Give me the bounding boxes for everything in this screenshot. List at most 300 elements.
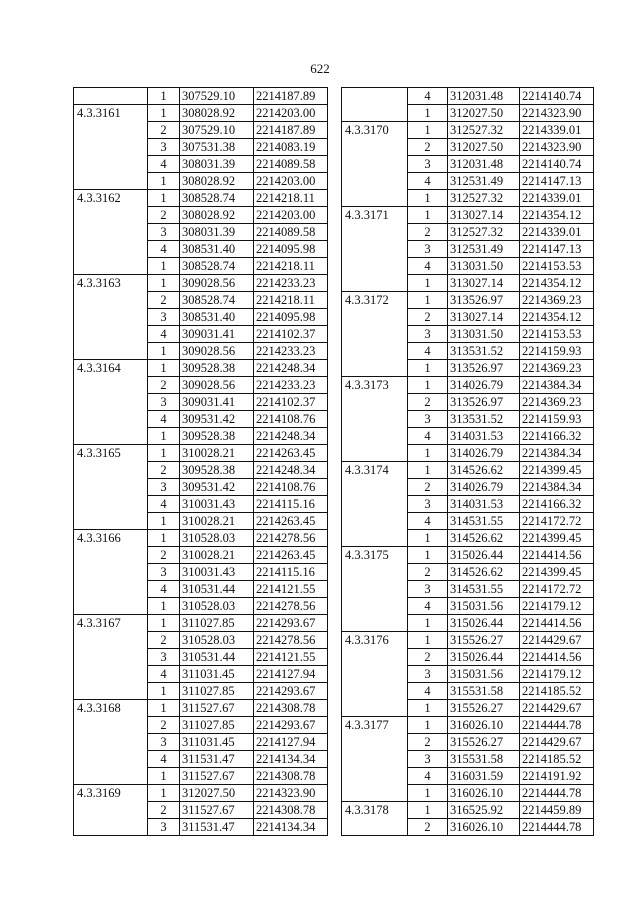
point-number: 3: [148, 224, 180, 241]
x-coordinate: 310528.03: [180, 632, 254, 649]
point-number: 1: [408, 292, 448, 309]
point-number: 4: [148, 666, 180, 683]
point-number: 1: [148, 190, 180, 207]
point-number: 1: [408, 190, 448, 207]
point-number: 1: [148, 513, 180, 530]
parcel-id: 4.3.3161: [74, 105, 148, 190]
y-coordinate: 2214263.45: [254, 547, 328, 564]
point-number: 3: [148, 479, 180, 496]
point-number: 1: [408, 360, 448, 377]
y-coordinate: 2214444.78: [520, 717, 594, 734]
parcel-id: 4.3.3174: [342, 462, 408, 547]
point-number: 4: [148, 751, 180, 768]
point-number: 1: [408, 122, 448, 139]
y-coordinate: 2214339.01: [520, 224, 594, 241]
y-coordinate: 2214323.90: [520, 139, 594, 156]
x-coordinate: 312531.49: [448, 173, 520, 190]
x-coordinate: 312031.48: [448, 156, 520, 173]
table-row: [74, 530, 328, 547]
table-row: [342, 462, 594, 479]
y-coordinate: 2214323.90: [520, 105, 594, 122]
x-coordinate: 310031.43: [180, 496, 254, 513]
x-coordinate: 312531.49: [448, 241, 520, 258]
x-coordinate: 308528.74: [180, 190, 254, 207]
x-coordinate: 314031.53: [448, 496, 520, 513]
y-coordinate: 2214354.12: [520, 309, 594, 326]
point-number: 1: [148, 105, 180, 122]
y-coordinate: 2214095.98: [254, 241, 328, 258]
x-coordinate: 315531.58: [448, 751, 520, 768]
x-coordinate: 310528.03: [180, 598, 254, 615]
point-number: 3: [408, 581, 448, 598]
point-number: 1: [148, 445, 180, 462]
point-number: 1: [408, 275, 448, 292]
y-coordinate: 2214218.11: [254, 258, 328, 275]
y-coordinate: 2214172.72: [520, 581, 594, 598]
y-coordinate: 2214323.90: [254, 785, 328, 802]
y-coordinate: 2214339.01: [520, 190, 594, 207]
x-coordinate: 313027.14: [448, 207, 520, 224]
y-coordinate: 2214134.34: [254, 819, 328, 836]
point-number: 3: [148, 649, 180, 666]
point-number: 2: [408, 734, 448, 751]
point-number: 1: [408, 632, 448, 649]
point-number: 4: [408, 173, 448, 190]
table-row: [342, 122, 594, 139]
point-number: 1: [408, 802, 448, 819]
y-coordinate: 2214159.93: [520, 343, 594, 360]
y-coordinate: 2214187.89: [254, 88, 328, 105]
y-coordinate: 2214191.92: [520, 768, 594, 785]
y-coordinate: 2214293.67: [254, 683, 328, 700]
y-coordinate: 2214115.16: [254, 564, 328, 581]
x-coordinate: 310531.44: [180, 649, 254, 666]
x-coordinate: 309031.41: [180, 326, 254, 343]
y-coordinate: 2214384.34: [520, 445, 594, 462]
y-coordinate: 2214218.11: [254, 190, 328, 207]
point-number: 3: [148, 564, 180, 581]
y-coordinate: 2214263.45: [254, 445, 328, 462]
x-coordinate: 316026.10: [448, 717, 520, 734]
y-coordinate: 2214248.34: [254, 462, 328, 479]
point-number: 1: [148, 428, 180, 445]
y-coordinate: 2214166.32: [520, 428, 594, 445]
point-number: 2: [148, 632, 180, 649]
x-coordinate: 308028.92: [180, 105, 254, 122]
y-coordinate: 2214140.74: [520, 156, 594, 173]
x-coordinate: 310028.21: [180, 445, 254, 462]
parcel-id: 4.3.3176: [342, 632, 408, 717]
x-coordinate: 313526.97: [448, 394, 520, 411]
y-coordinate: 2214089.58: [254, 224, 328, 241]
x-coordinate: 314526.62: [448, 530, 520, 547]
y-coordinate: 2214083.19: [254, 139, 328, 156]
x-coordinate: 307529.10: [180, 122, 254, 139]
y-coordinate: 2214233.23: [254, 377, 328, 394]
x-coordinate: 308528.74: [180, 292, 254, 309]
parcel-id: 4.3.3173: [342, 377, 408, 462]
point-number: 3: [408, 156, 448, 173]
y-coordinate: 2214134.34: [254, 751, 328, 768]
x-coordinate: 315026.44: [448, 649, 520, 666]
x-coordinate: 311027.85: [180, 615, 254, 632]
point-number: 1: [408, 462, 448, 479]
table-row: [342, 207, 594, 224]
table-row: [74, 615, 328, 632]
y-coordinate: 2214166.32: [520, 496, 594, 513]
x-coordinate: 310028.21: [180, 513, 254, 530]
y-coordinate: 2214127.94: [254, 666, 328, 683]
point-number: 1: [408, 700, 448, 717]
y-coordinate: 2214459.89: [520, 802, 594, 819]
y-coordinate: 2214108.76: [254, 411, 328, 428]
y-coordinate: 2214147.13: [520, 241, 594, 258]
x-coordinate: 313027.14: [448, 309, 520, 326]
x-coordinate: 313031.50: [448, 258, 520, 275]
point-number: 1: [148, 258, 180, 275]
x-coordinate: 315526.27: [448, 700, 520, 717]
x-coordinate: 308531.40: [180, 241, 254, 258]
x-coordinate: 314526.62: [448, 462, 520, 479]
y-coordinate: 2214185.52: [520, 683, 594, 700]
point-number: 3: [148, 309, 180, 326]
y-coordinate: 2214354.12: [520, 207, 594, 224]
y-coordinate: 2214369.23: [520, 394, 594, 411]
y-coordinate: 2214414.56: [520, 649, 594, 666]
table-row: [342, 547, 594, 564]
point-number: 3: [408, 666, 448, 683]
x-coordinate: 314026.79: [448, 377, 520, 394]
coordinate-table-right: [341, 87, 594, 836]
point-number: 2: [148, 802, 180, 819]
y-coordinate: 2214414.56: [520, 547, 594, 564]
parcel-id: 4.3.3168: [74, 700, 148, 785]
table-row: [342, 88, 594, 105]
x-coordinate: 316026.10: [448, 819, 520, 836]
point-number: 4: [408, 513, 448, 530]
parcel-id: 4.3.3169: [74, 785, 148, 836]
table-row: [342, 292, 594, 309]
x-coordinate: 314026.79: [448, 445, 520, 462]
point-number: 2: [408, 819, 448, 836]
table-row: [342, 802, 594, 819]
y-coordinate: 2214159.93: [520, 411, 594, 428]
x-coordinate: 311531.47: [180, 819, 254, 836]
y-coordinate: 2214414.56: [520, 615, 594, 632]
x-coordinate: 307529.10: [180, 88, 254, 105]
point-number: 2: [408, 649, 448, 666]
point-number: 1: [148, 700, 180, 717]
point-number: 2: [148, 377, 180, 394]
x-coordinate: 312027.50: [180, 785, 254, 802]
x-coordinate: 312027.50: [448, 139, 520, 156]
x-coordinate: 315031.56: [448, 666, 520, 683]
y-coordinate: 2214429.67: [520, 734, 594, 751]
x-coordinate: 316026.10: [448, 785, 520, 802]
table-row: [342, 717, 594, 734]
point-number: 1: [408, 717, 448, 734]
x-coordinate: 316525.92: [448, 802, 520, 819]
table-row: [74, 700, 328, 717]
point-number: 2: [408, 309, 448, 326]
y-coordinate: 2214147.13: [520, 173, 594, 190]
x-coordinate: 308028.92: [180, 173, 254, 190]
parcel-id: 4.3.3165: [74, 445, 148, 530]
y-coordinate: 2214384.34: [520, 377, 594, 394]
table-row: [342, 377, 594, 394]
point-number: 1: [148, 360, 180, 377]
x-coordinate: 309028.56: [180, 377, 254, 394]
x-coordinate: 314026.79: [448, 479, 520, 496]
x-coordinate: 312527.32: [448, 224, 520, 241]
point-number: 4: [408, 428, 448, 445]
y-coordinate: 2214172.72: [520, 513, 594, 530]
point-number: 2: [408, 394, 448, 411]
y-coordinate: 2214429.67: [520, 700, 594, 717]
y-coordinate: 2214444.78: [520, 785, 594, 802]
y-coordinate: 2214179.12: [520, 666, 594, 683]
point-number: 1: [408, 105, 448, 122]
point-number: 4: [408, 683, 448, 700]
x-coordinate: 309028.56: [180, 275, 254, 292]
table-row: [74, 88, 328, 105]
point-number: 3: [148, 139, 180, 156]
y-coordinate: 2214293.67: [254, 615, 328, 632]
x-coordinate: 308531.40: [180, 309, 254, 326]
y-coordinate: 2214233.23: [254, 343, 328, 360]
point-number: 4: [148, 326, 180, 343]
point-number: 4: [408, 88, 448, 105]
parcel-id: 4.3.3163: [74, 275, 148, 360]
parcel-id: 4.3.3172: [342, 292, 408, 377]
x-coordinate: 308031.39: [180, 224, 254, 241]
x-coordinate: 315026.44: [448, 615, 520, 632]
x-coordinate: 309531.42: [180, 411, 254, 428]
x-coordinate: 312031.48: [448, 88, 520, 105]
y-coordinate: 2214444.78: [520, 819, 594, 836]
y-coordinate: 2214354.12: [520, 275, 594, 292]
point-number: 1: [408, 547, 448, 564]
point-number: 3: [148, 734, 180, 751]
y-coordinate: 2214339.01: [520, 122, 594, 139]
x-coordinate: 312027.50: [448, 105, 520, 122]
point-number: 1: [148, 530, 180, 547]
point-number: 1: [408, 377, 448, 394]
parcel-id: 4.3.3167: [74, 615, 148, 700]
x-coordinate: 311027.85: [180, 717, 254, 734]
x-coordinate: 311027.85: [180, 683, 254, 700]
parcel-id: 4.3.3170: [342, 122, 408, 207]
y-coordinate: 2214248.34: [254, 428, 328, 445]
point-number: 1: [148, 683, 180, 700]
y-coordinate: 2214399.45: [520, 530, 594, 547]
parcel-id: 4.3.3177: [342, 717, 408, 802]
point-number: 3: [148, 819, 180, 836]
y-coordinate: 2214127.94: [254, 734, 328, 751]
y-coordinate: 2214140.74: [520, 88, 594, 105]
x-coordinate: 313027.14: [448, 275, 520, 292]
x-coordinate: 310528.03: [180, 530, 254, 547]
y-coordinate: 2214399.45: [520, 564, 594, 581]
x-coordinate: 311527.67: [180, 700, 254, 717]
x-coordinate: 315526.27: [448, 632, 520, 649]
y-coordinate: 2214278.56: [254, 598, 328, 615]
x-coordinate: 311531.47: [180, 751, 254, 768]
point-number: 1: [408, 530, 448, 547]
point-number: 1: [408, 445, 448, 462]
x-coordinate: 311031.45: [180, 666, 254, 683]
x-coordinate: 315531.58: [448, 683, 520, 700]
point-number: 4: [148, 411, 180, 428]
x-coordinate: 308528.74: [180, 258, 254, 275]
x-coordinate: 313531.52: [448, 411, 520, 428]
y-coordinate: 2214429.67: [520, 632, 594, 649]
y-coordinate: 2214248.34: [254, 360, 328, 377]
x-coordinate: 312527.32: [448, 190, 520, 207]
point-number: 3: [148, 394, 180, 411]
x-coordinate: 315031.56: [448, 598, 520, 615]
x-coordinate: 312527.32: [448, 122, 520, 139]
table-row: [342, 632, 594, 649]
y-coordinate: 2214187.89: [254, 122, 328, 139]
y-coordinate: 2214179.12: [520, 598, 594, 615]
point-number: 4: [148, 496, 180, 513]
y-coordinate: 2214102.37: [254, 326, 328, 343]
y-coordinate: 2214384.34: [520, 479, 594, 496]
parcel-id: [74, 88, 148, 105]
x-coordinate: 309531.42: [180, 479, 254, 496]
y-coordinate: 2214153.53: [520, 326, 594, 343]
point-number: 4: [408, 343, 448, 360]
y-coordinate: 2214218.11: [254, 292, 328, 309]
table-row: [74, 445, 328, 462]
parcel-id: 4.3.3178: [342, 802, 408, 836]
point-number: 1: [408, 207, 448, 224]
x-coordinate: 314531.55: [448, 513, 520, 530]
x-coordinate: 311031.45: [180, 734, 254, 751]
parcel-id: [342, 88, 408, 122]
x-coordinate: 313031.50: [448, 326, 520, 343]
page-number: 622: [310, 61, 330, 76]
y-coordinate: 2214203.00: [254, 207, 328, 224]
x-coordinate: 307531.38: [180, 139, 254, 156]
point-number: 2: [148, 292, 180, 309]
point-number: 3: [408, 411, 448, 428]
y-coordinate: 2214278.56: [254, 530, 328, 547]
table-row: [74, 785, 328, 802]
point-number: 2: [408, 224, 448, 241]
y-coordinate: 2214121.55: [254, 649, 328, 666]
y-coordinate: 2214233.23: [254, 275, 328, 292]
x-coordinate: 313531.52: [448, 343, 520, 360]
y-coordinate: 2214293.67: [254, 717, 328, 734]
point-number: 3: [408, 326, 448, 343]
x-coordinate: 314526.62: [448, 564, 520, 581]
point-number: 1: [408, 785, 448, 802]
y-coordinate: 2214203.00: [254, 173, 328, 190]
y-coordinate: 2214121.55: [254, 581, 328, 598]
x-coordinate: 313526.97: [448, 360, 520, 377]
y-coordinate: 2214153.53: [520, 258, 594, 275]
y-coordinate: 2214369.23: [520, 360, 594, 377]
x-coordinate: 308031.39: [180, 156, 254, 173]
point-number: 2: [148, 207, 180, 224]
coordinate-table-left: [73, 87, 328, 836]
y-coordinate: 2214308.78: [254, 768, 328, 785]
x-coordinate: 309528.38: [180, 360, 254, 377]
table-row: [74, 360, 328, 377]
table-row: [74, 105, 328, 122]
point-number: 3: [408, 751, 448, 768]
x-coordinate: 311527.67: [180, 802, 254, 819]
point-number: 1: [148, 173, 180, 190]
parcel-id: 4.3.3164: [74, 360, 148, 445]
point-number: 1: [148, 88, 180, 105]
y-coordinate: 2214308.78: [254, 700, 328, 717]
parcel-id: 4.3.3171: [342, 207, 408, 292]
point-number: 4: [148, 156, 180, 173]
parcel-id: 4.3.3166: [74, 530, 148, 615]
point-number: 4: [148, 241, 180, 258]
x-coordinate: 314031.53: [448, 428, 520, 445]
point-number: 1: [148, 768, 180, 785]
y-coordinate: 2214102.37: [254, 394, 328, 411]
y-coordinate: 2214369.23: [520, 292, 594, 309]
x-coordinate: 314531.55: [448, 581, 520, 598]
y-coordinate: 2214278.56: [254, 632, 328, 649]
y-coordinate: 2214203.00: [254, 105, 328, 122]
point-number: 3: [408, 496, 448, 513]
x-coordinate: 310031.43: [180, 564, 254, 581]
x-coordinate: 309028.56: [180, 343, 254, 360]
parcel-id: 4.3.3162: [74, 190, 148, 275]
point-number: 2: [148, 462, 180, 479]
point-number: 1: [148, 785, 180, 802]
y-coordinate: 2214185.52: [520, 751, 594, 768]
y-coordinate: 2214095.98: [254, 309, 328, 326]
y-coordinate: 2214308.78: [254, 802, 328, 819]
y-coordinate: 2214089.58: [254, 156, 328, 173]
point-number: 1: [148, 343, 180, 360]
point-number: 1: [148, 275, 180, 292]
point-number: 3: [408, 241, 448, 258]
y-coordinate: 2214108.76: [254, 479, 328, 496]
point-number: 4: [408, 598, 448, 615]
point-number: 2: [408, 139, 448, 156]
y-coordinate: 2214263.45: [254, 513, 328, 530]
point-number: 2: [408, 564, 448, 581]
y-coordinate: 2214115.16: [254, 496, 328, 513]
x-coordinate: 311527.67: [180, 768, 254, 785]
y-coordinate: 2214399.45: [520, 462, 594, 479]
point-number: 1: [148, 598, 180, 615]
table-row: [74, 275, 328, 292]
x-coordinate: 308028.92: [180, 207, 254, 224]
point-number: 2: [408, 479, 448, 496]
point-number: 4: [148, 581, 180, 598]
point-number: 2: [148, 122, 180, 139]
x-coordinate: 313526.97: [448, 292, 520, 309]
point-number: 1: [408, 615, 448, 632]
x-coordinate: 309528.38: [180, 462, 254, 479]
point-number: 2: [148, 547, 180, 564]
point-number: 2: [148, 717, 180, 734]
x-coordinate: 310531.44: [180, 581, 254, 598]
x-coordinate: 310028.21: [180, 547, 254, 564]
point-number: 1: [148, 615, 180, 632]
x-coordinate: 309528.38: [180, 428, 254, 445]
point-number: 4: [408, 258, 448, 275]
